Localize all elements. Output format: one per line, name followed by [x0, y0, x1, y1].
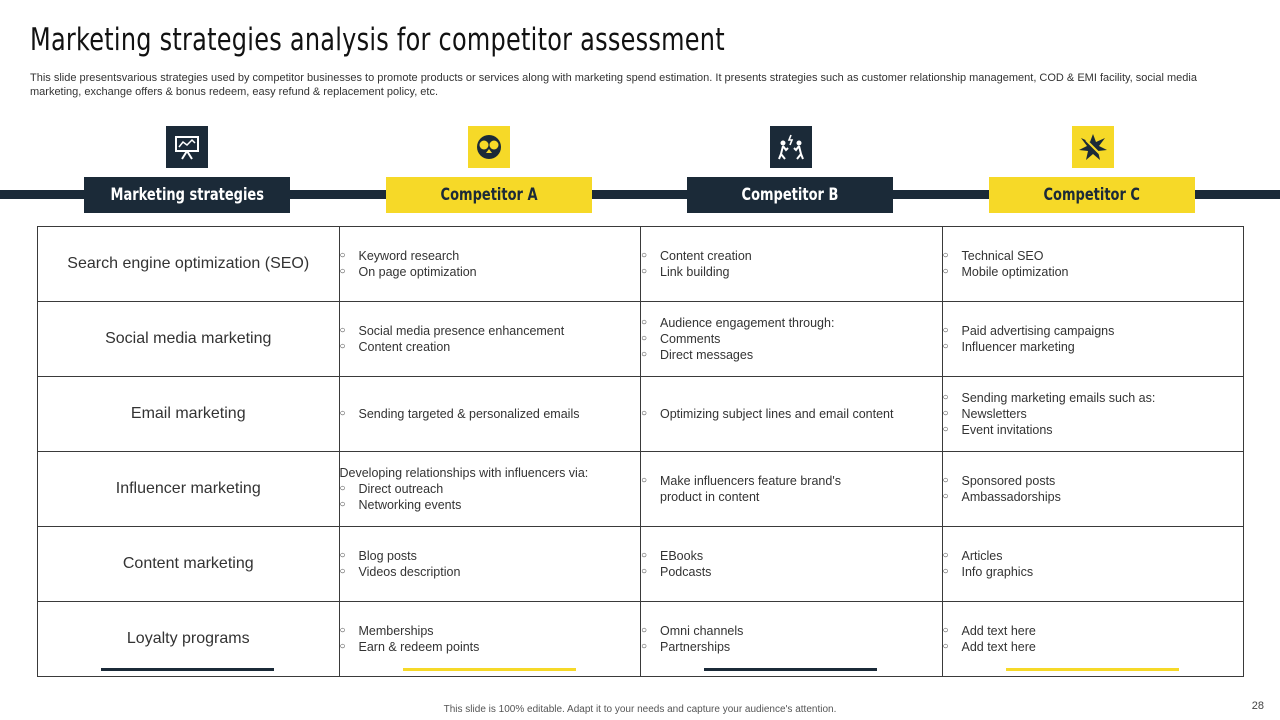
- bullet-icon: ○: [942, 325, 949, 336]
- bullet-icon: ○: [942, 641, 949, 652]
- bullet-icon: ○: [942, 392, 949, 403]
- competitor-c-cell: ○ Paid advertising campaigns ○ Influencer marketing: [942, 302, 1244, 377]
- competitor-b-cell: ○ Optimizing subject lines and email content: [641, 377, 943, 452]
- competition-people-icon: [770, 126, 812, 168]
- bullet-icon: ○: [641, 408, 648, 419]
- competitor-b-cell: ○ Audience engagement through: ○ Comments ○ Direct messages: [641, 302, 943, 377]
- competitor-c-cell: ○ Technical SEO ○ Mobile optimization: [942, 227, 1244, 302]
- bullet-icon: ○: [641, 475, 648, 486]
- bullet-icon: ○: [942, 341, 949, 352]
- strategy-table: [37, 226, 1244, 677]
- competitor-c-cell: ○ Articles ○ Info graphics: [942, 527, 1244, 602]
- bullet-icon: ○: [339, 250, 346, 261]
- bullet-icon: ○: [942, 625, 949, 636]
- bullet-icon: ○: [339, 341, 346, 352]
- bullet-icon: ○: [339, 325, 346, 336]
- page-number: 28: [1251, 700, 1264, 712]
- competitor-a-cell: ○ Sending targeted & personalized emails: [339, 377, 641, 452]
- bullet-icon: ○: [942, 550, 949, 561]
- bullet-icon: ○: [641, 266, 648, 277]
- bullet-icon: ○: [339, 566, 346, 577]
- slide-footer: This slide is 100% editable. Adapt it to your needs and capture your audience's attention.: [443, 704, 837, 715]
- burst-icon: [1072, 126, 1114, 168]
- cell-intro: Developing relationships with influencers via:: [339, 466, 589, 480]
- header-competitor-b: Competitor B: [687, 177, 893, 213]
- bullet-icon: ○: [339, 408, 346, 419]
- header-competitor-a: Competitor A: [386, 177, 592, 213]
- table-row: [38, 227, 1244, 302]
- bullet-icon: ○: [641, 349, 648, 360]
- bullet-icon: ○: [641, 317, 648, 328]
- column-accent-bar: [403, 668, 576, 671]
- bullet-icon: ○: [641, 550, 648, 561]
- strategy-name: Content marketing: [38, 527, 340, 602]
- strategy-name: Email marketing: [38, 377, 340, 452]
- table-row: [38, 527, 1244, 602]
- table-row: [38, 302, 1244, 377]
- table-row: [38, 377, 1244, 452]
- strategy-name: Influencer marketing: [38, 452, 340, 527]
- bullet-icon: ○: [942, 491, 949, 502]
- competitor-a-cell: ○ Blog posts ○ Videos description: [339, 527, 641, 602]
- competitor-c-cell: ○ Sponsored posts ○ Ambassadorships: [942, 452, 1244, 527]
- bullet-icon: ○: [641, 641, 648, 652]
- column-accent-bar: [101, 668, 274, 671]
- bullet-icon: ○: [339, 266, 346, 277]
- competitor-b-cell: ○ Omni channels ○ Partnerships: [641, 602, 943, 677]
- bullet-icon: ○: [641, 250, 648, 261]
- competitor-a-cell: ○ Social media presence enhancement ○ Content creation: [339, 302, 641, 377]
- bullet-icon: ○: [339, 483, 346, 494]
- bullet-icon: ○: [942, 408, 949, 419]
- header-competitor-c: Competitor C: [989, 177, 1195, 213]
- competitor-a-cell: Developing relationships with influencers via: ○ Direct outreach ○ Networking events: [339, 452, 641, 527]
- bullet-icon: ○: [942, 266, 949, 277]
- presentation-board-icon: [166, 126, 208, 168]
- competitor-a-cell: ○ Memberships ○ Earn & redeem points: [339, 602, 641, 677]
- bullet-icon: ○: [641, 333, 648, 344]
- bullet-icon: ○: [641, 566, 648, 577]
- table-row: [38, 452, 1244, 527]
- competitor-b-cell: ○ Content creation ○ Link building: [641, 227, 943, 302]
- bullet-icon: ○: [339, 641, 346, 652]
- competitor-b-cell: ○ Make influencers feature brand's product in content: [641, 452, 943, 527]
- bullet-icon: ○: [942, 566, 949, 577]
- bullet-icon: ○: [339, 499, 346, 510]
- bullet-icon: ○: [641, 625, 648, 636]
- badge-icon: [468, 126, 510, 168]
- header-marketing-strategies: Marketing strategies: [84, 177, 290, 213]
- bullet-icon: ○: [339, 550, 346, 561]
- slide-subtitle: This slide presentsvarious strategies used by competitor businesses to promote products or services along with marketing spend estimation. It presents strategies such as customer relationship management, COD & EMI facility, social media marketing, exchange offers & bonus redeem, easy refund & replacement policy, etc.: [30, 72, 1197, 98]
- table-row: [38, 602, 1244, 677]
- bullet-icon: ○: [339, 625, 346, 636]
- strategy-name: Social media marketing: [38, 302, 340, 377]
- bullet-icon: ○: [942, 424, 949, 435]
- bullet-icon: ○: [942, 250, 949, 261]
- bullet-icon: ○: [942, 475, 949, 486]
- strategy-name: Search engine optimization (SEO): [38, 227, 340, 302]
- column-accent-bar: [1006, 668, 1179, 671]
- competitor-a-cell: ○ Keyword research ○ On page optimization: [339, 227, 641, 302]
- competitor-b-cell: ○ EBooks ○ Podcasts: [641, 527, 943, 602]
- slide-title: Marketing strategies analysis for competitor assessment: [30, 22, 725, 58]
- strategy-name: Loyalty programs: [38, 602, 340, 677]
- competitor-c-cell: ○ Add text here ○ Add text here: [942, 602, 1244, 677]
- competitor-c-cell: ○ Sending marketing emails such as: ○ Newsletters ○ Event invitations: [942, 377, 1244, 452]
- column-accent-bar: [704, 668, 877, 671]
